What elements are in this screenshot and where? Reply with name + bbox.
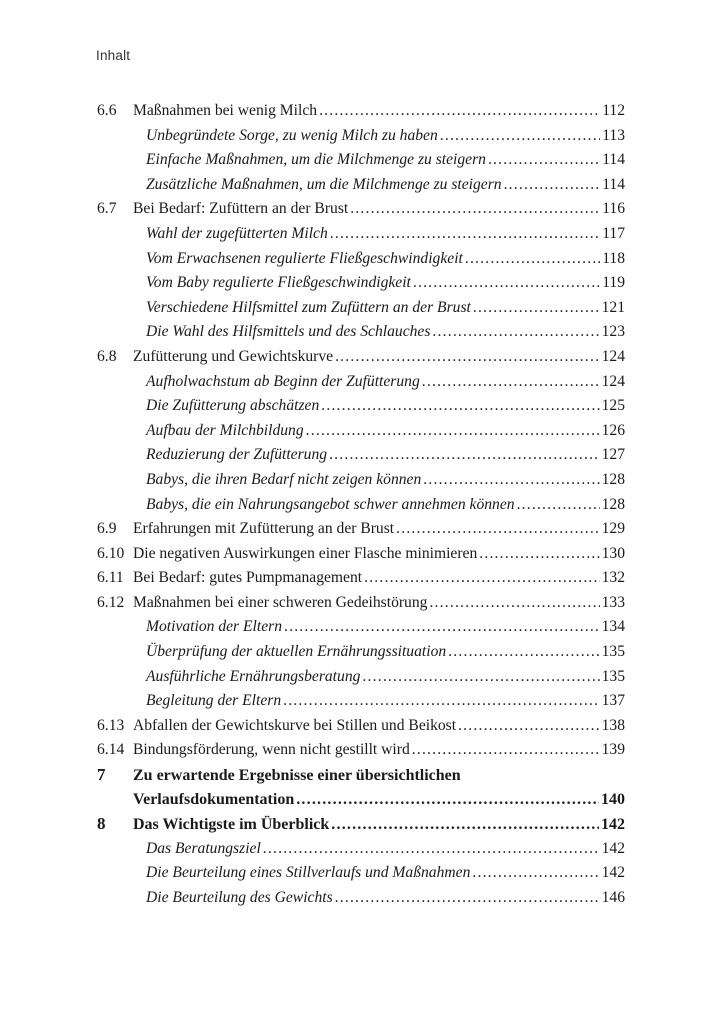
toc-entry-number: 6.11: [97, 569, 124, 587]
toc-entry-page: 138: [601, 716, 625, 734]
toc-entry-title: Reduzierung der Zufütterung: [146, 446, 328, 464]
toc-entry-title: Aufholwachstum ab Beginn der Zufütterung: [146, 372, 420, 390]
toc-entry-page: 132: [601, 569, 625, 587]
toc-entry: [97, 394, 625, 419]
toc-entry-page: 135: [601, 667, 625, 685]
dot-leader: [306, 419, 600, 444]
dot-leader: [335, 345, 600, 370]
dot-leader: [321, 394, 599, 419]
toc-entry-number: 7: [97, 765, 106, 785]
running-header: Inhalt: [96, 48, 131, 63]
dot-leader: [422, 370, 600, 395]
toc-entry-title: Bei Bedarf: Zufüttern an der Brust: [133, 200, 349, 218]
dot-leader: [432, 320, 599, 345]
toc-entry-number: 6.10: [97, 544, 125, 562]
toc-entry: [97, 837, 625, 862]
dot-leader: [396, 517, 599, 542]
toc-entry-page: 140: [601, 790, 625, 808]
toc-entry-page: 116: [602, 200, 625, 218]
toc-entry-number: 6.8: [97, 347, 117, 365]
toc-entry: [97, 493, 625, 518]
toc-entry-title: Maßnahmen bei wenig Milch: [133, 102, 318, 119]
toc-entry-title: Motivation der Eltern: [146, 618, 282, 636]
toc-entry-title: Die Wahl des Hilfsmittels und des Schlauches: [146, 323, 431, 341]
toc-entry: [97, 640, 625, 665]
toc-entry-page: 126: [601, 421, 625, 439]
toc-entry-page: 142: [601, 864, 625, 882]
toc-entry-page: 142: [601, 839, 625, 857]
toc-entry-page: 146: [601, 889, 625, 906]
dot-leader: [429, 591, 599, 616]
toc-entry-number: 6.12: [97, 593, 125, 611]
table-of-contents: [97, 99, 625, 911]
toc-entry-title: Bei Bedarf: gutes Pumpmanagement: [133, 569, 363, 587]
toc-entry-number: 6.6: [97, 102, 117, 119]
toc-entry-title: Erfahrungen mit Zufütterung an der Brust: [133, 520, 395, 538]
toc-entry-page: 134: [601, 618, 625, 636]
dot-leader: [284, 615, 600, 640]
toc-entry: [97, 222, 625, 247]
toc-entry: [97, 468, 625, 493]
dot-leader: [413, 271, 600, 296]
toc-entry-page: 113: [602, 126, 625, 144]
dot-leader: [319, 99, 600, 124]
toc-entry-title: Einfache Maßnahmen, um die Milchmenge zu steigern: [146, 151, 486, 169]
toc-entry-page: 125: [601, 397, 625, 415]
dot-leader: [423, 468, 599, 493]
dot-leader: [263, 837, 600, 862]
toc-entry-page: 114: [602, 175, 625, 193]
toc-entry: [97, 861, 625, 886]
toc-entry-page: 123: [601, 323, 625, 341]
toc-entry-title: Zusätzliche Maßnahmen, um die Milchmenge zu steigern: [146, 175, 502, 193]
toc-entry-title: Wahl der zugefütterten Milch: [146, 224, 328, 242]
dot-leader: [517, 493, 600, 518]
toc-entry-page: 128: [601, 495, 625, 513]
dot-leader: [364, 566, 600, 591]
dot-leader: [329, 443, 600, 468]
toc-entry-page: 128: [601, 470, 625, 488]
dot-leader: [412, 738, 600, 763]
toc-entry-page: 119: [602, 274, 625, 292]
toc-entry: [97, 714, 625, 739]
toc-entry-number: 8: [97, 814, 106, 834]
toc-entry: [97, 812, 625, 837]
toc-entry-title: Maßnahmen bei einer schweren Gedeihstörung: [133, 593, 428, 611]
toc-entry-title: Bindungsförderung, wenn nicht gestillt wird: [133, 741, 410, 759]
toc-entry-number: 6.9: [97, 520, 117, 538]
toc-entry: [97, 689, 625, 714]
toc-entry: [97, 173, 625, 198]
toc-entry-title: Babys, die ihren Bedarf nicht zeigen können: [146, 470, 422, 488]
toc-entry: [97, 320, 625, 345]
toc-entry-title: Verschiedene Hilfsmittel zum Zufüttern an der Brust: [146, 298, 471, 316]
toc-entry-page: 112: [602, 102, 625, 119]
toc-entry-number: 6.13: [97, 716, 125, 734]
dot-leader: [296, 788, 599, 813]
toc-entry: [97, 542, 625, 567]
toc-entry: [97, 124, 625, 149]
toc-entry: [97, 615, 625, 640]
toc-entry-title: Die negativen Auswirkungen einer Flasche minimieren: [133, 544, 478, 562]
toc-entry-title: Abfallen der Gewichtskurve bei Stillen und Beikost: [133, 716, 457, 734]
toc-entry-title: Das Beratungsziel: [146, 839, 261, 857]
toc-entry-page: 114: [602, 151, 625, 169]
toc-entry-title: Das Wichtigste im Überblick: [133, 816, 330, 834]
dot-leader: [473, 296, 600, 321]
toc-entry: [97, 886, 625, 911]
toc-entry-page: 124: [601, 372, 625, 390]
toc-entry-title: Vom Erwachsenen regulierte Fließgeschwindigkeit: [146, 249, 463, 267]
toc-entry-title: Babys, die ein Nahrungsangebot schwer annehmen können: [146, 495, 515, 513]
toc-entry-title: Begleitung der Eltern: [146, 692, 282, 710]
toc-entry: [97, 738, 625, 763]
dot-leader: [283, 689, 599, 714]
toc-entry: [97, 443, 625, 468]
toc-entry-page: 127: [601, 446, 625, 464]
toc-entry: [97, 197, 625, 222]
toc-entry: [97, 419, 625, 444]
toc-entry-page: 118: [602, 249, 625, 267]
toc-entry-title: Aufbau der Milchbildung: [146, 421, 304, 439]
toc-entry-title: Überprüfung der aktuellen Ernährungssituation: [146, 643, 447, 661]
toc-entry-title: Ausführliche Ernährungsberatung: [146, 667, 361, 685]
toc-entry: [97, 271, 625, 296]
dot-leader: [472, 861, 599, 886]
dot-leader: [504, 173, 601, 198]
toc-entry-page: 130: [601, 544, 625, 562]
toc-entry-page: 139: [601, 741, 625, 759]
toc-entry-page: 117: [602, 224, 625, 242]
toc-entry-title: Unbegründete Sorge, zu wenig Milch zu haben: [146, 126, 438, 144]
toc-entry: [97, 148, 625, 173]
toc-entry: [97, 566, 625, 591]
toc-entry-title: Zufütterung und Gewichtskurve: [133, 347, 334, 365]
toc-entry-page: 121: [601, 298, 625, 316]
toc-entry-page: 133: [601, 593, 625, 611]
toc-entry: [97, 345, 625, 370]
toc-entry-title: Zu erwartende Ergebnisse einer übersichtlichen: [133, 767, 461, 785]
toc-entry-title: Verlaufsdokumentation: [133, 790, 295, 808]
toc-entry: [97, 296, 625, 321]
dot-leader: [335, 886, 600, 911]
dot-leader: [440, 124, 600, 149]
toc-entry-page: 142: [601, 816, 625, 834]
toc-entry: [97, 99, 625, 124]
dot-leader: [331, 813, 599, 838]
toc-entry-page: 137: [601, 692, 625, 710]
toc-entry-title: Vom Baby regulierte Fließgeschwindigkeit: [146, 274, 411, 292]
toc-entry-page: 129: [601, 520, 625, 538]
dot-leader: [465, 247, 600, 272]
toc-entry: [97, 370, 625, 395]
toc-entry: [97, 247, 625, 272]
toc-entry: [97, 763, 625, 788]
dot-leader: [448, 640, 599, 665]
dot-leader: [479, 542, 599, 567]
dot-leader: [458, 714, 600, 739]
toc-entry: [97, 591, 625, 616]
toc-entry-title: Die Beurteilung eines Stillverlaufs und Maßnahmen: [146, 864, 471, 882]
toc-entry: [97, 517, 625, 542]
dot-leader: [330, 222, 600, 247]
toc-entry: [97, 788, 625, 813]
toc-entry-page: 135: [601, 643, 625, 661]
dot-leader: [488, 148, 600, 173]
toc-entry: [97, 665, 625, 690]
toc-entry-page: 124: [601, 347, 625, 365]
toc-entry-title: Die Zufütterung abschätzen: [146, 397, 320, 415]
dot-leader: [362, 665, 599, 690]
toc-entry-title: Die Beurteilung des Gewichts: [146, 889, 333, 906]
dot-leader: [350, 197, 600, 222]
toc-entry-number: 6.7: [97, 200, 117, 218]
toc-entry-number: 6.14: [97, 741, 125, 759]
